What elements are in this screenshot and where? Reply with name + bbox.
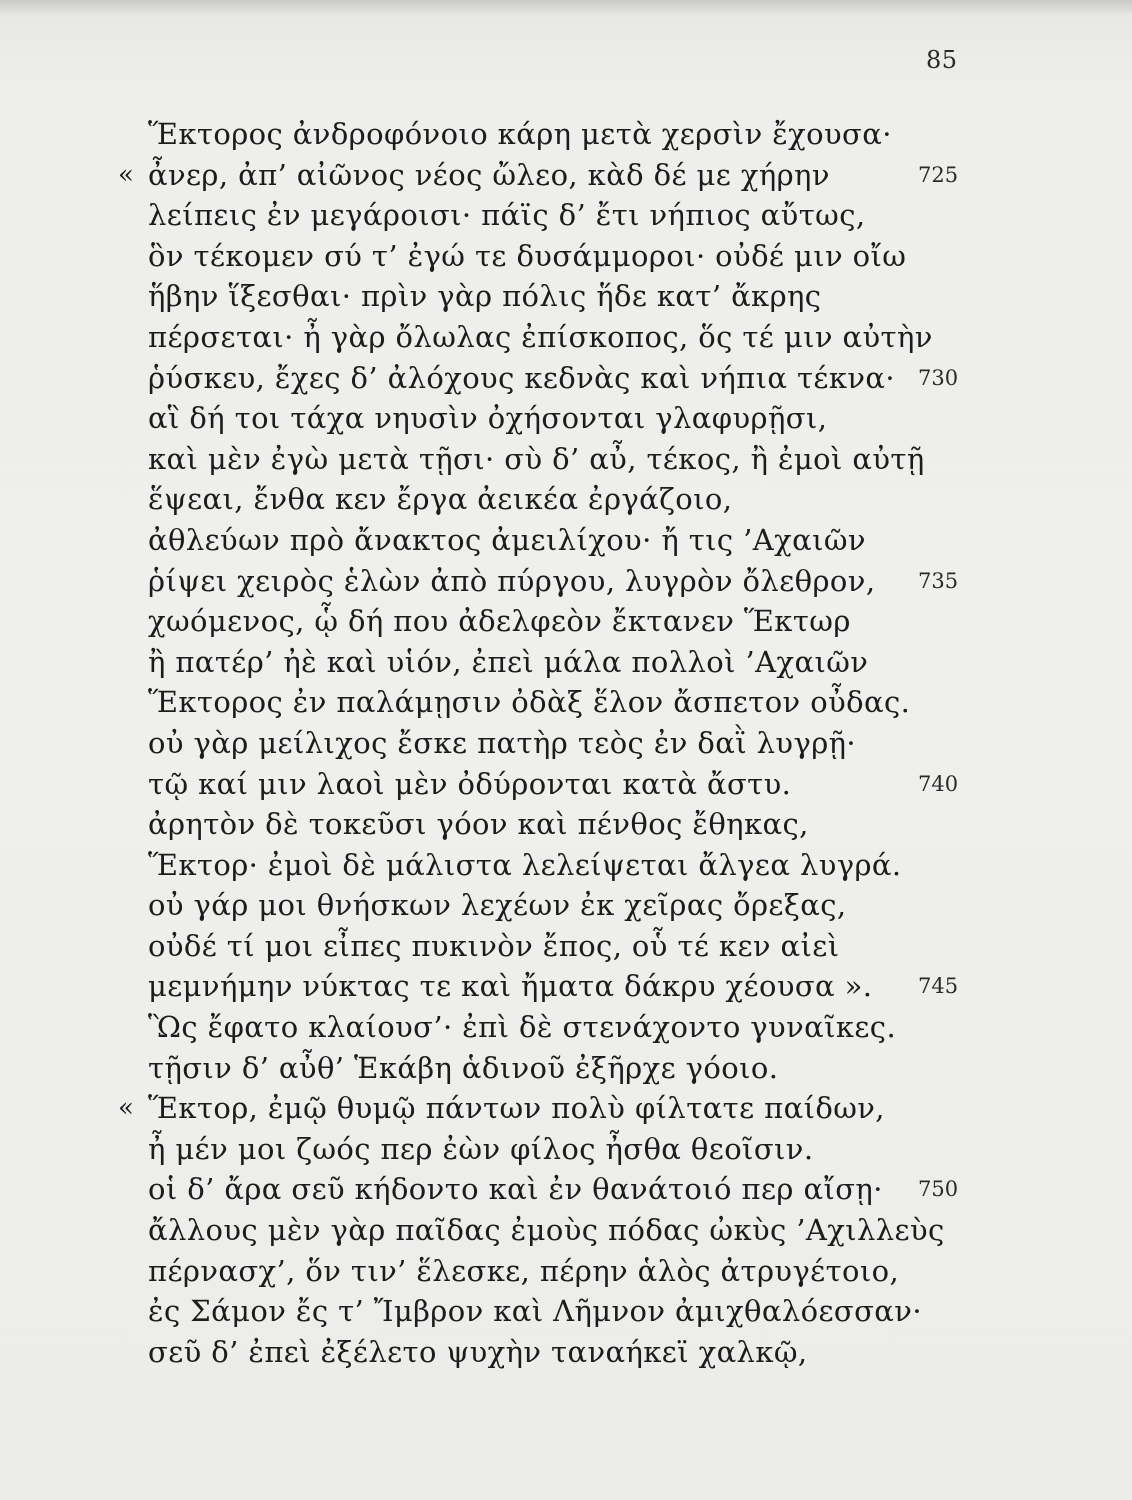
verse-line [118,682,1078,723]
verse-line [118,114,1078,155]
verse-line [118,1129,1078,1170]
verse-line [118,276,1078,317]
verse-line [118,195,1078,236]
verse-line [118,358,1078,399]
verse-line [118,1007,1078,1048]
verse-text: ἦ μέν μοι ζωός περ ἐὼν φίλος ἦσθα θεοῖσιν. [148,1131,814,1166]
verse-text: Ἕκτορ, ἐμῷ θυμῷ πάντων πολὺ φίλτατε παίδων, [148,1091,885,1126]
verse-text: ἀρητὸν δὲ τοκεῦσι γόον καὶ πένθος ἔθηκας, [148,807,809,842]
verse-line [118,1332,1078,1373]
verse-line [118,723,1078,764]
verse-text: οἱ δ’ ἄρα σεῦ κήδοντο καὶ ἐν θανάτοιό περ αἴσῃ· [148,1172,883,1207]
line-number: 750 [918,1177,959,1202]
verse-line [118,1291,1078,1332]
verse-line [118,845,1078,886]
verse-line [118,479,1078,520]
verse-text: ἆνερ, ἀπ’ αἰῶνος νέος ὤλεο, κὰδ δέ με χήρην [148,157,830,192]
verse-text: ἀθλεύων πρὸ ἄνακτος ἀμειλίχου· ἤ τις ’Αχαιῶν [148,522,866,557]
line-number: 740 [918,771,959,796]
line-number: 725 [918,162,959,187]
verse-text: ἕψεαι, ἔνθα κεν ἔργα ἀεικέα ἐργάζοιο, [148,482,733,517]
verse-text: Ὣς ἔφατο κλαίουσ’· ἐπὶ δὲ στενάχοντο γυναῖκες. [148,1010,897,1045]
line-number: 735 [918,568,959,593]
page-top-shadow [0,0,1132,14]
verse-line [118,561,1078,602]
verse-text: αἳ δή τοι τάχα νηυσὶν ὀχήσονται γλαφυρῇσι, [148,401,828,436]
verse-text: καὶ μὲν ἐγὼ μετὰ τῇσι· σὺ δ’ αὖ, τέκος, ἢ ἐμοὶ αὐτῇ [148,441,925,476]
verse-line [118,1169,1078,1210]
page-number: 85 [926,46,958,74]
verse-text: ῥίψει χειρὸς ἑλὼν ἀπὸ πύργου, λυγρὸν ὄλεθρον, [148,563,876,598]
verse-line [118,1210,1078,1251]
verse-text: πέρσεται· ἦ γὰρ ὄλωλας ἐπίσκοπος, ὅς τέ μιν αὐτὴν [148,319,933,354]
verse-text: Ἕκτορ· ἐμοὶ δὲ μάλιστα λελείψεται ἄλγεα λυγρά. [148,847,902,882]
opening-quote: « [118,159,134,190]
verse-line [118,236,1078,277]
verse-text: ῥύσκευ, ἔχες δ’ ἀλόχους κεδνὰς καὶ νήπια τέκνα· [148,360,895,395]
verse-text: μεμνήμην νύκτας τε καὶ ἤματα δάκρυ χέουσα ». [148,969,873,1004]
verse-text: οὐ γάρ μοι θνήσκων λεχέων ἐκ χεῖρας ὄρεξας, [148,888,847,923]
verse-text: χωόμενος, ᾧ δή που ἀδελφεὸν ἔκτανεν Ἕκτωρ [148,604,851,639]
verse-line [118,520,1078,561]
verse-text: οὐδέ τί μοι εἶπες πυκινὸν ἔπος, οὗ τέ κεν αἰεὶ [148,928,840,963]
verse-text: ἄλλους μὲν γὰρ παῖδας ἐμοὺς πόδας ὠκὺς ’Αχιλλεὺς [148,1213,945,1248]
verse-line [118,1048,1078,1089]
verse-text: οὐ γὰρ μείλιχος ἔσκε πατὴρ τεὸς ἐν δαῒ λυγρῇ· [148,725,857,760]
verse-text: πέρνασχ’, ὅν τιν’ ἕλεσκε, πέρην ἁλὸς ἀτρυγέτοιο, [148,1253,900,1288]
verse-line [118,926,1078,967]
verse-text: ἢ πατέρ’ ἠὲ καὶ υἱόν, ἐπεὶ μάλα πολλοὶ ’Αχαιῶν [148,644,869,679]
verse-text: Ἕκτορος ἐν παλάμῃσιν ὀδὰξ ἕλον ἄσπετον οὖδας. [148,685,911,720]
verse-line [118,764,1078,805]
verse-line [118,885,1078,926]
verse-text: τῷ καί μιν λαοὶ μὲν ὀδύρονται κατὰ ἄστυ. [148,766,792,801]
opening-quote: « [118,1093,134,1124]
verse-text: ὃν τέκομεν σύ τ’ ἐγώ τε δυσάμμοροι· οὐδέ μιν οἴω [148,238,907,273]
verse-text: ἥβην ἵξεσθαι· πρὶν γὰρ πόλις ἥδε κατ’ ἄκρης [148,279,822,314]
line-number: 730 [918,365,959,390]
verse-line [118,439,1078,480]
verse-line [118,804,1078,845]
verse-text: τῇσιν δ’ αὖθ’ Ἑκάβη ἁδινοῦ ἐξῆρχε γόοιο. [148,1050,779,1085]
verse-line [118,1251,1078,1292]
verse-block [118,114,1078,1372]
verse-line [118,155,1078,196]
verse-line [118,601,1078,642]
line-number: 745 [918,974,959,999]
verse-line [118,642,1078,683]
verse-text: Ἕκτορος ἀνδροφόνοιο κάρη μετὰ χερσὶν ἔχουσα· [148,117,892,151]
verse-text: ἐς Σάμον ἔς τ’ Ἴμβρον καὶ Λῆμνον ἀμιχθαλόεσσαν· [148,1294,922,1329]
verse-line [118,317,1078,358]
verse-text: λείπεις ἐν μεγάροισι· πάϊς δ’ ἔτι νήπιος αὔτως, [148,198,866,233]
verse-line [118,1088,1078,1129]
verse-text: σεῦ δ’ ἐπεὶ ἐξέλετο ψυχὴν ταναήκεϊ χαλκῷ, [148,1334,808,1369]
verse-line [118,398,1078,439]
verse-line [118,966,1078,1007]
